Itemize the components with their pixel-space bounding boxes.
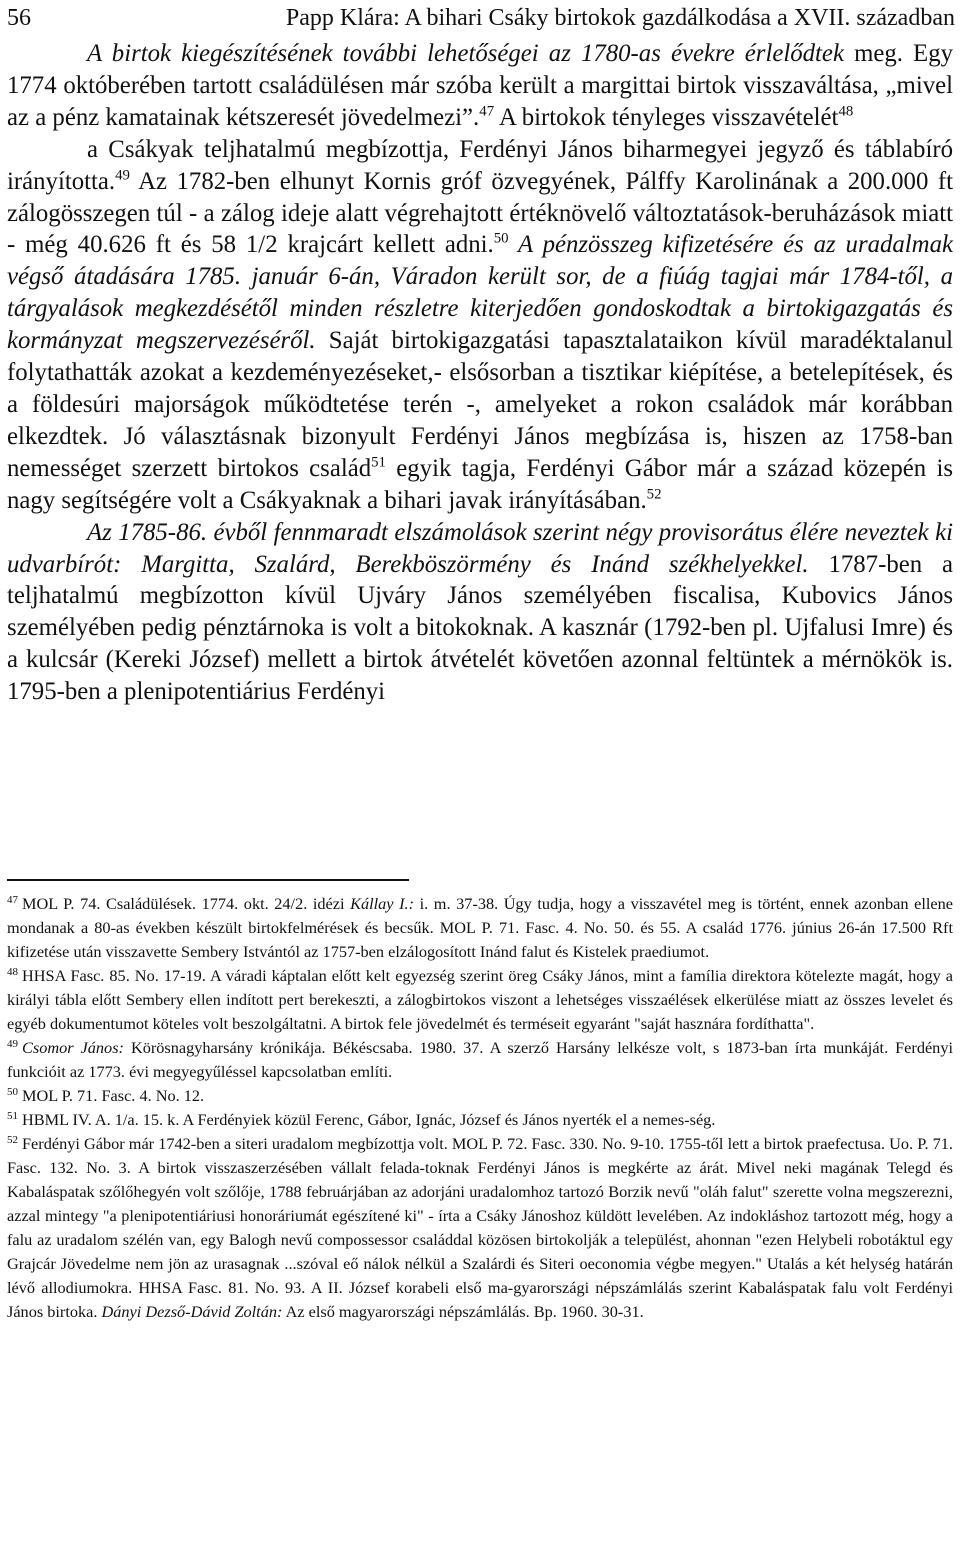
running-title: Papp Klára: A bihari Csáky birtokok gazdálkodása a XVII. században bbox=[285, 5, 955, 31]
footnote-ref-51[interactable]: 51 bbox=[371, 454, 386, 471]
paragraph-text: meg. Egy 1774 októberében tartott családülésen már szóba került a margittai birtok visszaváltása, „mivel az a pénz kamatainak kétszeresét jövedelmezi”. bbox=[7, 40, 953, 131]
footnotes bbox=[7, 892, 953, 1324]
footnote-51 bbox=[7, 1108, 953, 1132]
footnote-author: Csomor János: bbox=[22, 1038, 124, 1057]
footnote-text: HBML IV. A. 1/a. 15. k. A Ferdényiek közül Ferenc, Gábor, Ignác, József és János nyerték el a nemes-ség. bbox=[22, 1110, 716, 1129]
footnote-author: Dányi Dezső-Dávid Zoltán: bbox=[101, 1302, 283, 1321]
footnote-number: 52 bbox=[7, 1133, 18, 1146]
footnote-number: 49 bbox=[7, 1037, 18, 1050]
footnote-number: 51 bbox=[7, 1109, 18, 1122]
footnote-text: Körösnagyharsány krónikája. Békéscsaba. 1980. 37. A szerző Harsány lelkésze volt, s 1873-ban írta munkáját. Ferdényi funkcióit az 1773. évi megyegyűléssel kapcsolatban említi. bbox=[7, 1038, 953, 1081]
page-header bbox=[7, 0, 955, 36]
footnote-text: HHSA Fasc. 85. No. 17-19. A váradi káptalan előtt kelt egyezség szerint öreg Csáky János, mint a família direktora kötelezte magát, hogy a királyi tábla előtt Sembery ellen indított pert berekeszti, a zálogbirtokos viszont a lehetséges visszaélések elkerülése miatt az összes levelet és egyéb dokumentumot köteles volt beszolgáltatni. A birtok fele jövedelmét és terméseit egyaránt "saját hasznára fordíthatta". bbox=[7, 966, 953, 1033]
main-text bbox=[7, 38, 953, 708]
paragraph-text: A birtokok tényleges visszavételét bbox=[494, 103, 839, 131]
page-number: 56 bbox=[7, 5, 31, 31]
footnote-52 bbox=[7, 1132, 953, 1324]
footnote-number: 50 bbox=[7, 1085, 18, 1098]
italic-phrase: A pénzösszeg kifizetésére és az uradalmak végső átadására 1785. január 6-án, Váradon került sor, de a fiúág tagjai már 1784-től, a tárgyalások megkezdésétől minden részletre kiterjedően gondoskodtak a birtokigazgatás és kormányzat megszervezéséről. bbox=[7, 231, 953, 355]
footnote-49 bbox=[7, 1036, 953, 1084]
footnote-50 bbox=[7, 1084, 953, 1108]
paragraph-text: egyik tagja, Ferdényi Gábor már a század közepén is nagy segítségére volt a Csákyaknak a bihari javak irányításában. bbox=[7, 454, 953, 514]
footnote-48 bbox=[7, 964, 953, 1036]
paragraph-3 bbox=[7, 517, 953, 708]
footnote-author: Kállay I.: bbox=[350, 894, 415, 913]
footnote-divider bbox=[7, 879, 409, 881]
footnote-ref-52[interactable]: 52 bbox=[646, 486, 662, 503]
footnote-ref-48[interactable]: 48 bbox=[838, 103, 854, 120]
paragraph-text: 1787-ben a teljhatalmú megbízotton kívül Ujváry János személyében fiscalisa, Kubovics János személyében pedig pénztárnoka is volt a bitokoknak. A kasznár (1792-ben pl. Ujfalusi Imre) és a kulcsár (Kereki József) mellett a birtok átvételét követően azonnal feltüntek a mérnökök is. 1795-ben a plenipotentiárius Ferdényi bbox=[7, 550, 953, 706]
paragraph-1 bbox=[7, 38, 953, 134]
footnote-ref-47[interactable]: 47 bbox=[479, 103, 495, 120]
footnote-47 bbox=[7, 892, 953, 964]
footnote-ref-50[interactable]: 50 bbox=[493, 230, 509, 247]
footnote-text: Az első magyarországi népszámlálás. Bp. 1960. 30-31. bbox=[282, 1302, 644, 1321]
paragraph-text: Az 1782-ben elhunyt Kornis gróf özvegyének, Pálffy Karolinának a 200.000 ft zálogösszegen túl - a zálog ideje alatt végrehajtott értéknövelő változtatások-beruházások miatt - még 40.626 ft és 58 1/2 krajcárt kellett adni. bbox=[7, 167, 953, 259]
footnote-text: i. m. 37-38. Úgy tudja, hogy a visszavétel meg is történt, ennek azonban ellene mondanak a 80-as években készült birtokfelmérések és becsűk. MOL P. 71. Fasc. 4. No. 50. és 55. A család 1776. június 26-án 17.500 Rft kifizetése után visszavette Sembery Istvántól az 1757-ben elzálogosított Inánd falut és Kistelek praediumot. bbox=[7, 894, 953, 961]
footnote-text: MOL P. 71. Fasc. 4. No. 12. bbox=[22, 1086, 205, 1105]
footnote-ref-49[interactable]: 49 bbox=[115, 166, 130, 183]
footnote-number: 48 bbox=[7, 965, 18, 978]
footnote-text: MOL P. 74. Családülések. 1774. okt. 24/2. idézi bbox=[22, 894, 351, 913]
italic-phrase: A birtok kiegészítésének további lehetőségei az 1780-as évekre érlelődtek bbox=[87, 40, 844, 67]
footnote-text: Ferdényi Gábor már 1742-ben a siteri uradalom megbízottja volt. MOL P. 72. Fasc. 330. No. 9-10. 1755-től lett a birtok praefectusa. Uo. P. 71. Fasc. 132. No. 3. A birtok visszaszerzésében vállalt felada-toknak Ferdényi János is megkérte az árát. Mivel neki magának Telegd és Kabaláspatak szőlőhegyén volt szőlője, 1788 februárjában az adorjáni uradalomhoz tartozó Borzik nevű "oláh falut" szerette volna megszerezni, azzal mintegy "a plenipotentiáriusi honoráriumát egészítené ki" - írta a Csáky Jánoshoz küldött levelében. Az indokláshoz tartozott még, hogy a falu az uradalom szélén van, egy Balogh nevű compossessor családdal közösen birtokolják a települést, ahonnan "ezen Helybeli robotáktul egy Grajcár Jövedelme nem jön az urasagnak ...szóval eő nálok nélkül a Szalárdi és Siteri oeconomia végbe megyen." Utalás a két helység határán lévő allodiumokra. HHSA Fasc. 81. No. 93. A II. József korabeli első ma-gyarországi népszámlálás szerint Kabaláspatak falu volt Ferdényi János birtoka. bbox=[7, 1134, 953, 1321]
footnote-number: 47 bbox=[7, 893, 18, 906]
paragraph-2 bbox=[7, 134, 953, 517]
italic-phrase: Az 1785-86. évből fennmaradt elszámolások szerint négy provisorátus élére neveztek ki udvarbírót: Margitta, Szalárd, Berekböszörmény és Inánd székhelyekkel. bbox=[7, 518, 953, 578]
paragraph-text: Saját birtokigazgatási tapasztalataikon kívül maradéktalanul folytathatták azokat a kezdeményezéseket,- elsősorban a tisztikar kiépítése, a betelepítések, és a földesúri majorságok működtetése terén -, amelyeket a rokon családok már korábban elkezdtek. Jó választásnak bizonyult Ferdényi János megbízása is, hiszen az 1758-ban nemességet szerzett birtokos család bbox=[7, 327, 953, 482]
paragraph-text: a Csákyak teljhatalmú megbízottja, Ferdényi János biharmegyei jegyző és táblabíró irányította. bbox=[7, 135, 953, 195]
